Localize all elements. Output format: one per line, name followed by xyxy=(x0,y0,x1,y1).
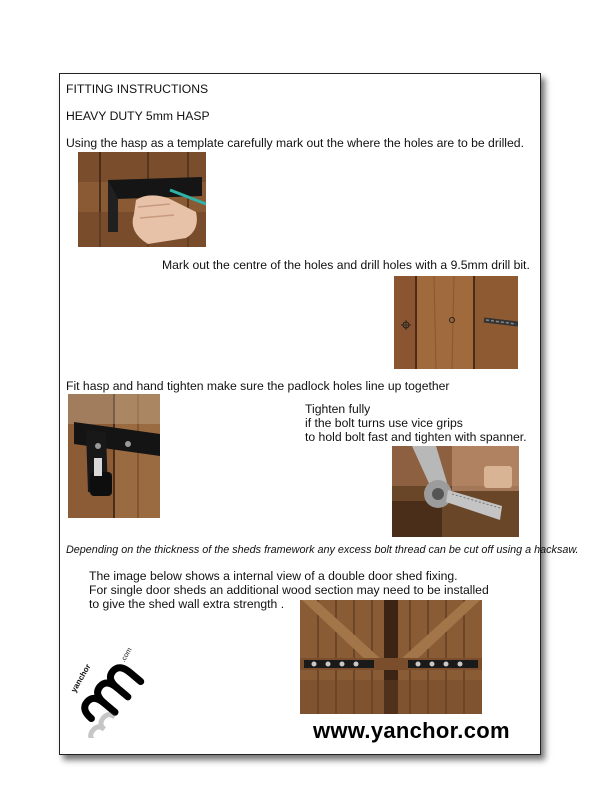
product-name: HEAVY DUTY 5mm HASP xyxy=(66,109,210,123)
step2-text: Mark out the centre of the holes and drill holes with a 9.5mm drill bit. xyxy=(162,258,530,272)
shed-text-line3: to give the shed wall extra strength . xyxy=(89,597,285,611)
shed-text-line1: The image below shows a internal view of a double door shed fixing. xyxy=(89,569,458,583)
photo-hasp-fitted xyxy=(68,394,160,518)
photo-drilling-holes xyxy=(394,276,518,369)
logo-dotcom: .com xyxy=(120,646,134,664)
logo-wordmark: yanchor xyxy=(69,662,93,694)
step1-text: Using the hasp as a template carefully mark out the where the holes are to be drilled. xyxy=(66,136,524,150)
photo-double-door-internal xyxy=(300,600,482,714)
photo-spanner-tightening xyxy=(392,446,519,537)
step4-line3: to hold bolt fast and tighten with spanner. xyxy=(305,430,527,444)
photo-marking-holes xyxy=(78,152,206,247)
page-title: FITTING INSTRUCTIONS xyxy=(66,82,209,96)
step4-line2: if the bolt turns use vice grips xyxy=(305,416,463,430)
website-url[interactable]: www.yanchor.com xyxy=(313,718,510,743)
hacksaw-note: Depending on the thickness of the sheds framework any excess bolt thread can be cut off using a hacksaw. xyxy=(66,544,579,556)
shed-text-line2: For single door sheds an additional wood section may need to be installed xyxy=(89,583,489,597)
step3-text: Fit hasp and hand tighten make sure the padlock holes line up together xyxy=(66,379,450,393)
step4-line1: Tighten fully xyxy=(305,402,371,416)
